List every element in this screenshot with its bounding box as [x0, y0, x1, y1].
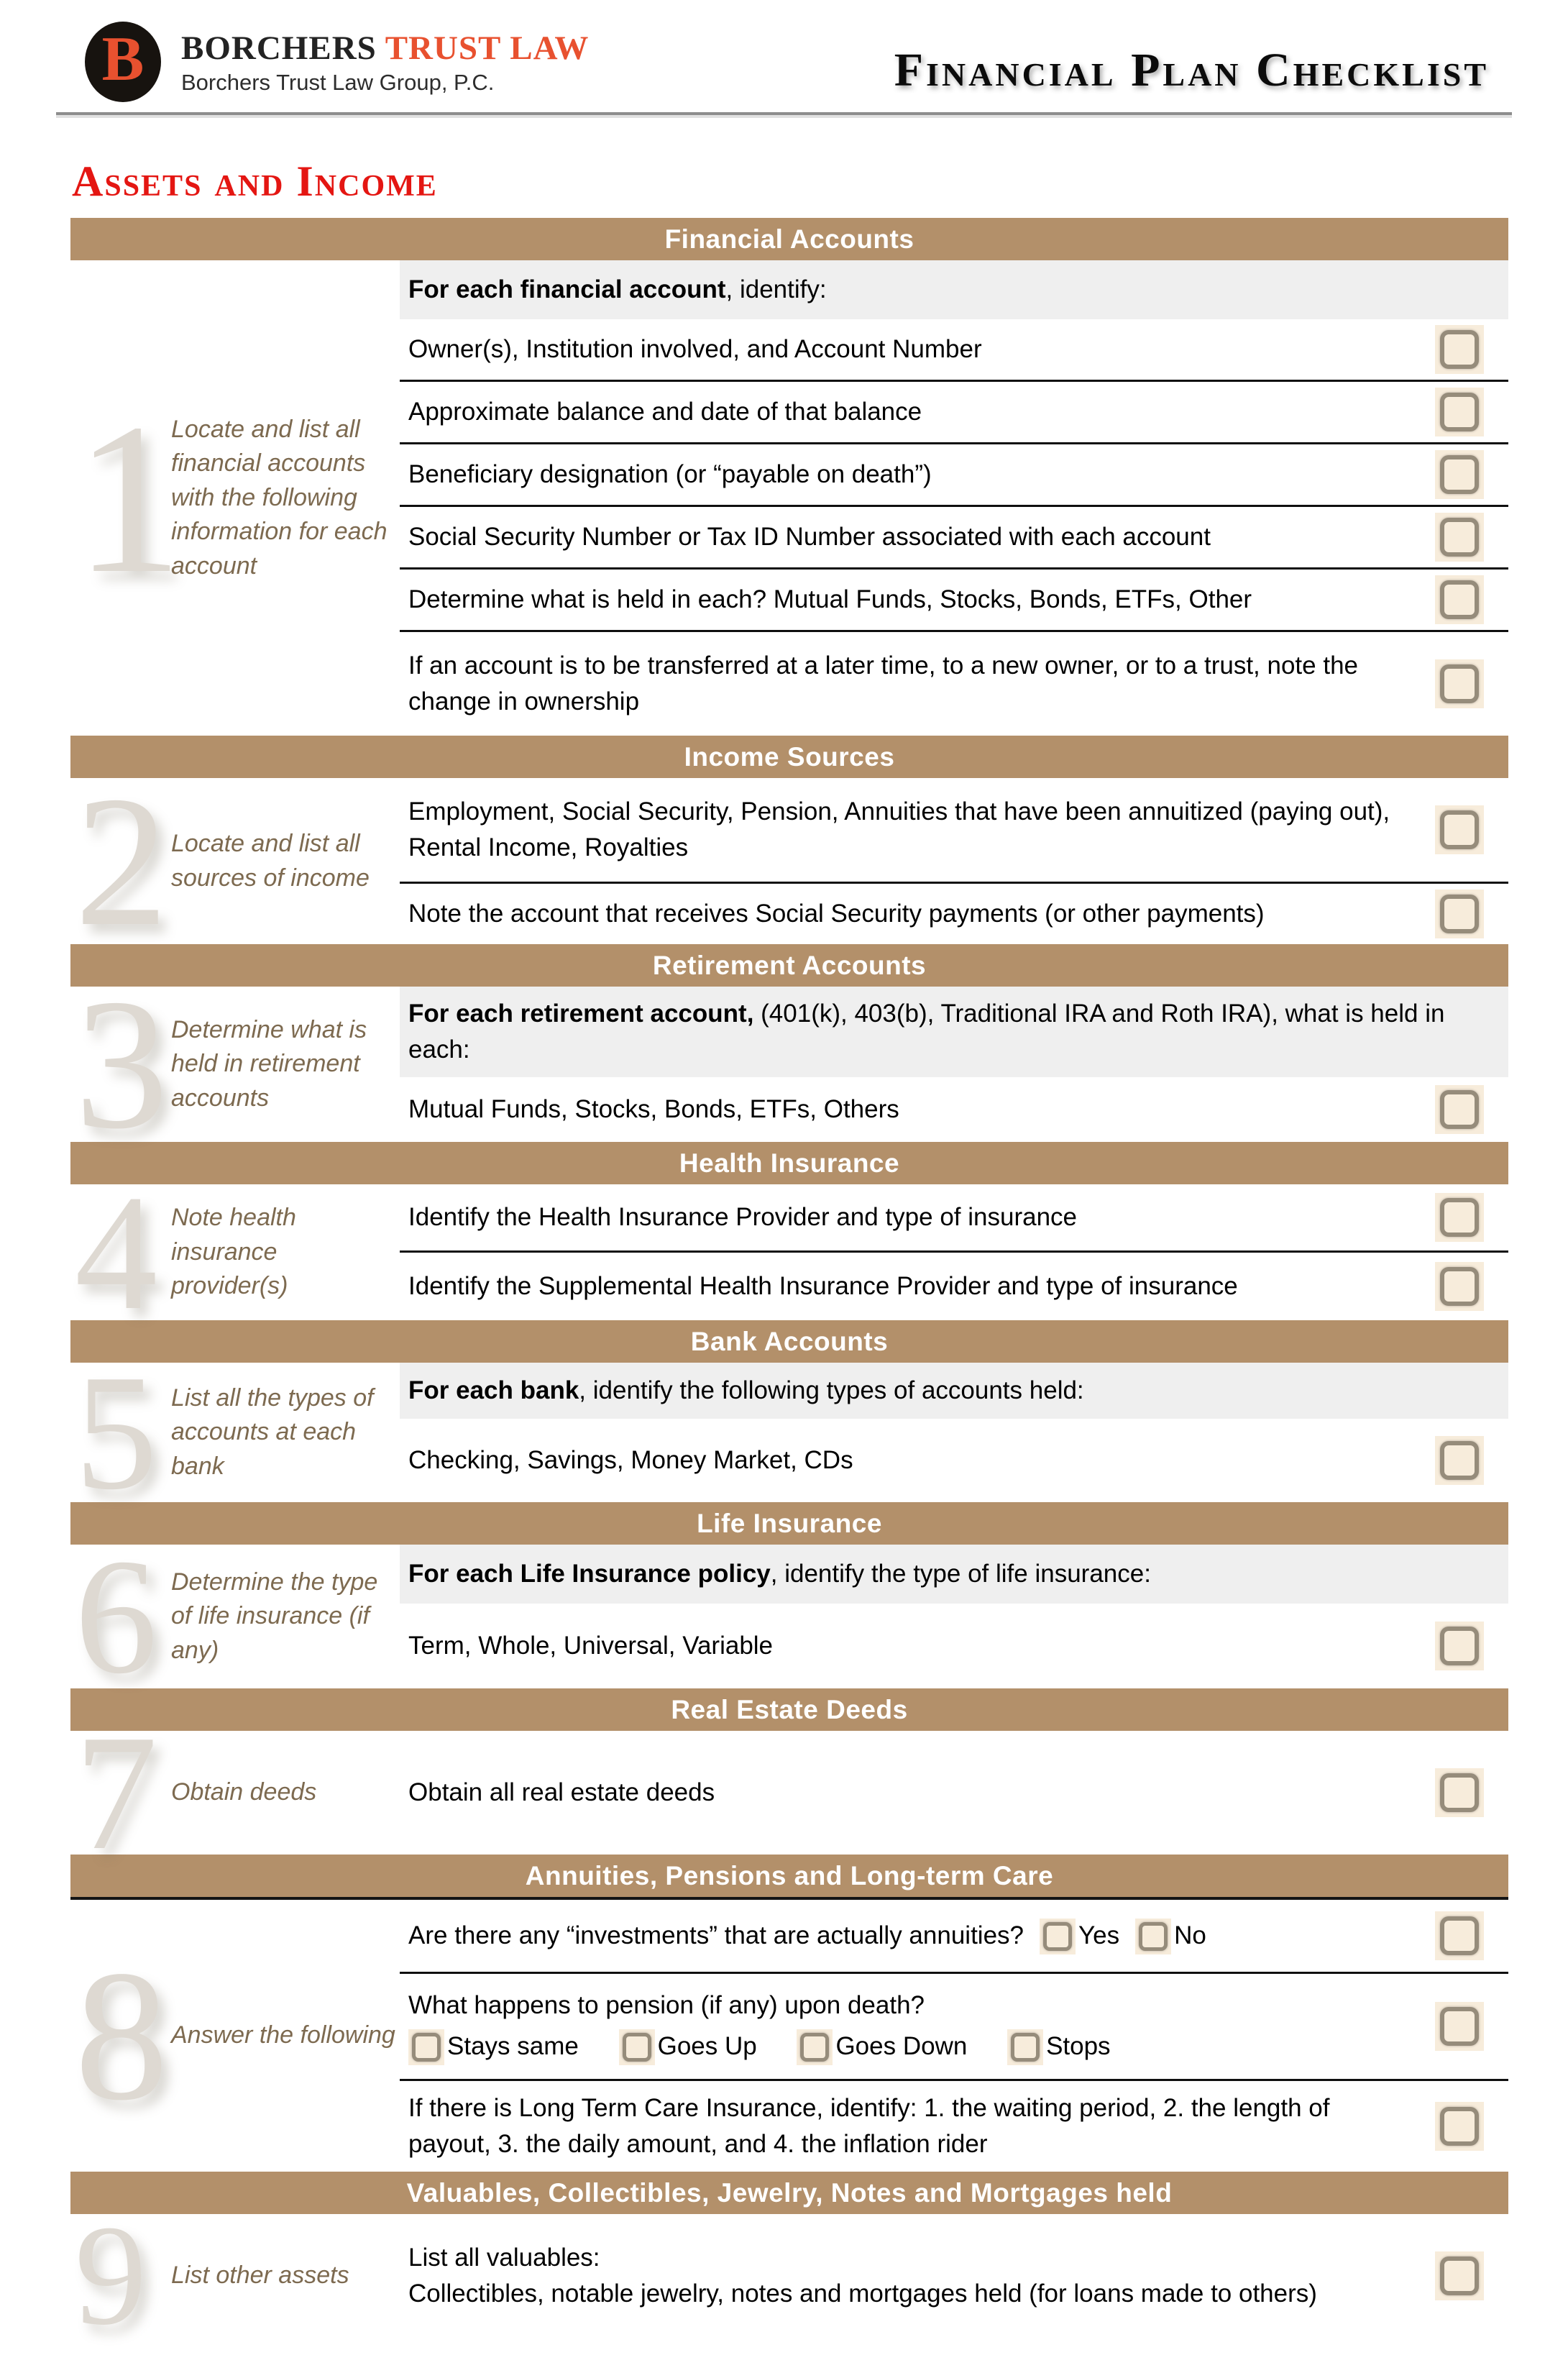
- goes-up-checkbox[interactable]: [619, 2029, 655, 2065]
- checkbox-box: [1440, 895, 1479, 933]
- row-text: , identify the following types of accounts held:: [579, 1376, 1084, 1405]
- row-text-bold: For each retirement account,: [408, 1000, 754, 1028]
- checkbox[interactable]: [1435, 890, 1484, 938]
- row-text: If there is Long Term Care Insurance, identify: 1. the waiting period, 2. the length of payout, 3. the daily amount, and 4. the inflation rider: [408, 2094, 1330, 2158]
- section-financial-accounts: [70, 260, 1508, 736]
- row-text: Are there any “investments” that are actually annuities?: [408, 1921, 1024, 1949]
- section-rows: [400, 2214, 1508, 2338]
- checklist-row: [400, 882, 1508, 944]
- page-heading: Assets and Income: [72, 157, 438, 205]
- checkbox[interactable]: [1435, 2002, 1484, 2051]
- section-note: Locate and list all sources of income: [171, 829, 370, 892]
- checklist-row: [400, 567, 1508, 630]
- row-text-bold: For each bank: [408, 1376, 579, 1405]
- checkbox[interactable]: [1435, 659, 1484, 708]
- option-label-stops: Stops: [1046, 2032, 1111, 2061]
- row-text: Checking, Savings, Money Market, CDs: [408, 1446, 853, 1475]
- section-rows: [400, 1900, 1508, 2172]
- section-side: [70, 1900, 400, 2172]
- goes-down-checkbox[interactable]: [797, 2029, 833, 2065]
- row-question: What happens to pension (if any) upon death?: [408, 1990, 925, 2019]
- checkbox[interactable]: [1435, 1911, 1484, 1960]
- checklist-row: [400, 1972, 1508, 2079]
- brand-subtitle: Borchers Trust Law Group, P.C.: [181, 69, 495, 95]
- option-label-goes-up: Goes Up: [657, 2032, 757, 2061]
- brand-name-dark: BORCHERS: [181, 29, 377, 67]
- row-text: Determine what is held in each? Mutual Funds, Stocks, Bonds, ETFs, Other: [408, 585, 1252, 614]
- checklist-row: [400, 1077, 1508, 1142]
- section-life-insurance: [70, 1524, 1508, 1708]
- checkbox[interactable]: [1435, 575, 1484, 624]
- section-side: [70, 1340, 400, 1524]
- stops-checkbox[interactable]: [1007, 2029, 1043, 2065]
- checkbox[interactable]: [1435, 1085, 1484, 1134]
- section-rows: [400, 987, 1508, 1142]
- section-title: Financial Accounts: [664, 224, 914, 254]
- checklist-row: [400, 1731, 1508, 1855]
- section-rows: [400, 1545, 1508, 1688]
- section-side: [70, 1160, 400, 1344]
- section-number: 8: [75, 1932, 168, 2139]
- checkbox-box: [1440, 518, 1479, 557]
- section-note: Answer the following: [171, 2021, 395, 2049]
- section-number: 4: [75, 1160, 157, 1344]
- checkbox-box: [1440, 1627, 1479, 1665]
- checklist-row: [400, 1250, 1508, 1320]
- row-text: Identify the Supplemental Health Insurance Provider and type of insurance: [408, 1272, 1238, 1301]
- stays-same-checkbox[interactable]: [408, 2029, 444, 2065]
- checkbox[interactable]: [1435, 1622, 1484, 1670]
- checkbox[interactable]: [1435, 513, 1484, 562]
- row-text: Term, Whole, Universal, Variable: [408, 1632, 774, 1660]
- row-text-2: Collectibles, notable jewelry, notes and mortgages held (for loans made to others): [408, 2279, 1317, 2308]
- checklist-row: [400, 319, 1508, 380]
- checklist-row: [400, 2214, 1508, 2338]
- section-side: [70, 1701, 400, 1884]
- brand-text: [181, 29, 589, 96]
- section-rows: [400, 1363, 1508, 1502]
- checkbox-box: [412, 2033, 441, 2062]
- option-label-goes-down: Goes Down: [835, 2032, 968, 2061]
- section-side: [70, 260, 400, 736]
- document-title: Financial Plan Checklist: [894, 44, 1489, 96]
- no-checkbox[interactable]: [1135, 1919, 1171, 1954]
- checkbox-box: [800, 2033, 829, 2062]
- section-title: Retirement Accounts: [652, 950, 927, 980]
- row-text: If an account is to be transferred at a later time, to a new owner, or to a trust, note the change in ownership: [408, 651, 1358, 715]
- section-number: 5: [75, 1340, 157, 1524]
- row-text: Owner(s), Institution involved, and Account Number: [408, 335, 982, 364]
- checkbox-box: [1440, 580, 1479, 619]
- checkbox[interactable]: [1435, 2102, 1484, 2151]
- section-side: [70, 961, 400, 1168]
- section-number: 7: [75, 1701, 157, 1884]
- section-title: Health Insurance: [679, 1148, 900, 1178]
- section-note: Locate and list all financial accounts with the following information for each account: [171, 415, 388, 580]
- section-side: [70, 757, 400, 965]
- section-note: Determine the type of life insurance (if any): [171, 1568, 378, 1664]
- checkbox[interactable]: [1435, 2251, 1484, 2300]
- section-number: 1: [75, 378, 183, 618]
- row-text-bold: For each Life Insurance policy: [408, 1560, 771, 1588]
- row-text: (401(k), 403(b), Traditional IRA and Roth IRA), what is held in each:: [408, 1000, 1445, 1064]
- section-title: Valuables, Collectibles, Jewelry, Notes and Mortgages held: [406, 2177, 1173, 2208]
- checklist-table: [70, 218, 1508, 2355]
- section-note: List other assets: [171, 2262, 349, 2290]
- section-header-financial-accounts: [70, 218, 1508, 260]
- section-number: 6: [75, 1524, 157, 1708]
- section-side: [70, 2196, 400, 2355]
- checklist-row: [400, 1184, 1508, 1250]
- section-note: Note health insurance provider(s): [171, 1204, 296, 1300]
- brand-logo: [85, 22, 589, 102]
- checkbox-box: [1440, 1090, 1479, 1129]
- checkbox[interactable]: [1435, 1262, 1484, 1311]
- section-title: Real Estate Deeds: [671, 1694, 908, 1724]
- logo-circle-icon: [85, 22, 161, 102]
- row-text: Obtain all real estate deeds: [408, 1778, 715, 1807]
- checklist-row: [400, 1419, 1508, 1502]
- section-title: Income Sources: [684, 741, 895, 772]
- section-annuities-pensions-ltc: [70, 1900, 1508, 2172]
- row-text: List all valuables:: [408, 2244, 600, 2272]
- row-intro: [400, 987, 1508, 1077]
- row-text: Beneficiary designation (or “payable on death”): [408, 460, 932, 489]
- brand-name-red: TRUST LAW: [385, 29, 590, 67]
- section-rows: [400, 1184, 1508, 1320]
- section-rows: [400, 260, 1508, 736]
- checklist-row: [400, 630, 1508, 736]
- checklist-row: [400, 2079, 1508, 2172]
- checkbox-box: [1440, 2107, 1479, 2146]
- checkbox-box: [1440, 330, 1479, 369]
- row-text: Approximate balance and date of that balance: [408, 398, 922, 426]
- row-text: Identify the Health Insurance Provider and type of insurance: [408, 1203, 1077, 1232]
- section-rows: [400, 778, 1508, 944]
- checkbox-box: [1139, 1922, 1168, 1951]
- section-title: Life Insurance: [697, 1508, 882, 1538]
- section-title: Bank Accounts: [690, 1326, 889, 1356]
- row-text: , identify:: [725, 275, 827, 304]
- option-label-no: No: [1174, 1921, 1206, 1949]
- brand-name: [181, 29, 589, 68]
- checkbox[interactable]: [1435, 325, 1484, 374]
- section-header-life-insurance: [70, 1502, 1508, 1545]
- section-title: Annuities, Pensions and Long-term Care: [525, 1860, 1054, 1890]
- section-number: 3: [75, 961, 168, 1168]
- section-header-retirement-accounts: [70, 944, 1508, 987]
- row-intro: [400, 1363, 1508, 1419]
- checkbox[interactable]: [1435, 450, 1484, 499]
- pension-options: [408, 2029, 1400, 2065]
- row-text: Employment, Social Security, Pension, Annuities that have been annuitized (paying out), Rental Income, Royalties: [408, 797, 1390, 861]
- checkbox[interactable]: [1435, 1436, 1484, 1485]
- checkbox-box: [1043, 1922, 1072, 1951]
- section-rows: [400, 1731, 1508, 1855]
- checkbox-box: [1440, 664, 1479, 703]
- checkbox-box: [1440, 455, 1479, 494]
- checklist-row: [400, 505, 1508, 567]
- checkbox-box: [1440, 1773, 1479, 1812]
- option-label-yes: Yes: [1078, 1921, 1120, 1949]
- row-text: Note the account that receives Social Security payments (or other payments): [408, 900, 1265, 928]
- checkbox-box: [1440, 1267, 1479, 1306]
- page-header: [0, 0, 1568, 102]
- row-intro: [400, 1545, 1508, 1604]
- checkbox-box: [1440, 1916, 1479, 1955]
- checkbox-box: [623, 2033, 651, 2062]
- checklist-row: [400, 1604, 1508, 1688]
- section-valuables: [70, 2196, 1508, 2355]
- checkbox[interactable]: [1435, 1768, 1484, 1817]
- checkbox[interactable]: [1435, 805, 1484, 854]
- checkbox[interactable]: [1435, 388, 1484, 436]
- checklist-row: [400, 778, 1508, 882]
- section-note: List all the types of accounts at each bank: [171, 1384, 374, 1480]
- checkbox-box: [1440, 2256, 1479, 2295]
- checklist-row: [400, 442, 1508, 505]
- row-text: Mutual Funds, Stocks, Bonds, ETFs, Others: [408, 1095, 899, 1124]
- section-header-real-estate-deeds: [70, 1688, 1508, 1731]
- checkbox-box: [1440, 2007, 1479, 2046]
- section-header-annuities-pensions-ltc: [70, 1855, 1508, 1900]
- section-header-valuables: [70, 2172, 1508, 2214]
- checklist-row: [400, 380, 1508, 442]
- section-note: Obtain deeds: [171, 1778, 317, 1806]
- checklist-row: [400, 1900, 1508, 1972]
- logo-initial: B: [101, 24, 145, 94]
- yes-checkbox[interactable]: [1040, 1919, 1076, 1954]
- row-intro: [400, 260, 1508, 319]
- checkbox-box: [1440, 1198, 1479, 1237]
- row-text: , identify the type of life insurance:: [770, 1560, 1151, 1588]
- section-number: 2: [75, 757, 168, 965]
- section-number: 9: [75, 2196, 147, 2355]
- section-side: [70, 1524, 400, 1708]
- row-text-bold: For each financial account: [408, 275, 726, 304]
- section-header-income-sources: [70, 736, 1508, 778]
- checkbox-box: [1011, 2033, 1040, 2062]
- checkbox-box: [1440, 1441, 1479, 1480]
- checkbox[interactable]: [1435, 1193, 1484, 1242]
- option-label-stays-same: Stays same: [447, 2032, 579, 2061]
- header-divider: [56, 112, 1512, 115]
- checkbox-box: [1440, 393, 1479, 431]
- section-header-health-insurance: [70, 1142, 1508, 1184]
- row-text: Social Security Number or Tax ID Number associated with each account: [408, 523, 1211, 552]
- section-note: Determine what is held in retirement accounts: [171, 1015, 367, 1112]
- checkbox-box: [1440, 810, 1479, 849]
- section-header-bank-accounts: [70, 1320, 1508, 1363]
